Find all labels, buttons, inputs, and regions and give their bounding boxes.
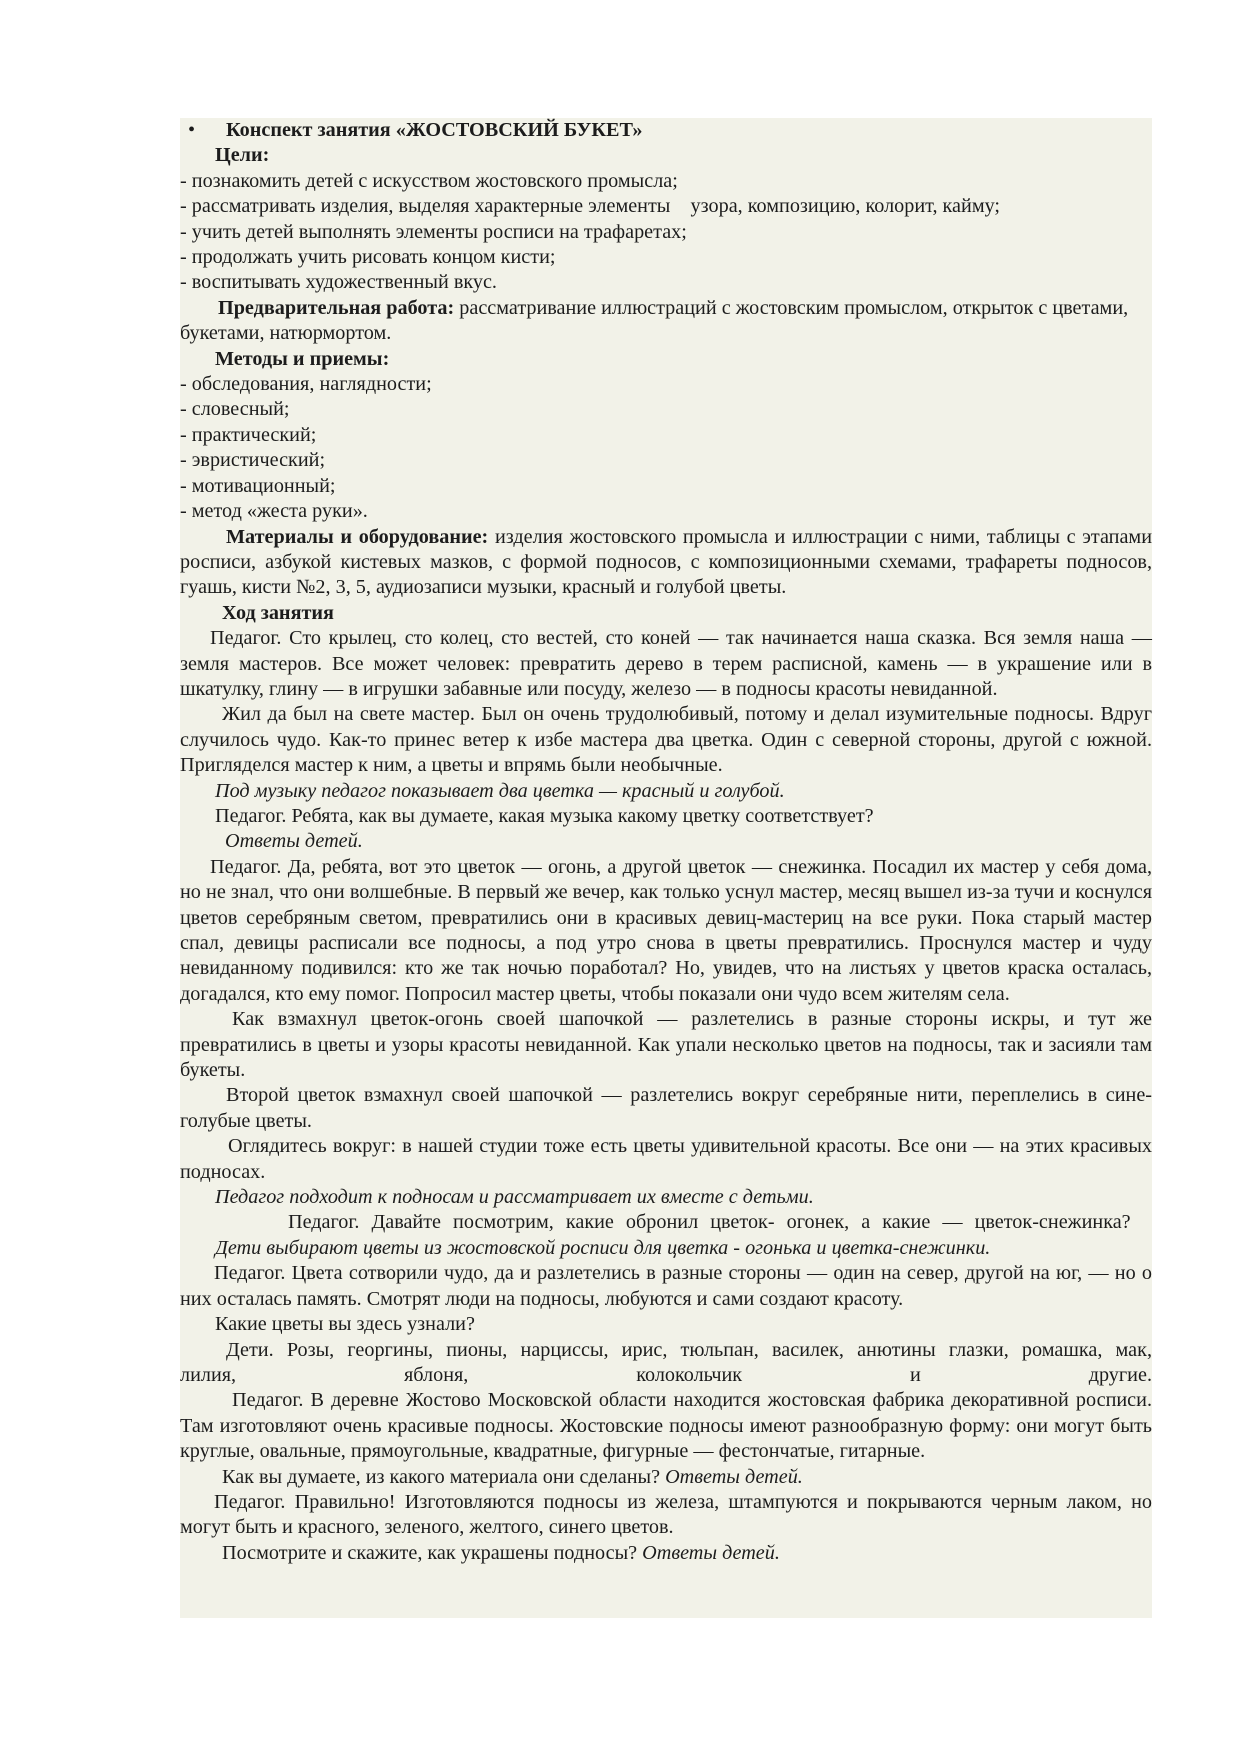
bullet-icon: • [188,119,196,141]
document-title [180,118,1152,143]
story-paragraph [180,1465,1152,1490]
prep-label: Предварительная работа: [218,296,455,319]
stage-direction: Под музыку педагог показывает два цветка — красный и голубой. [215,779,785,802]
method-item: - эвристический; [180,449,326,472]
children-answers: Ответы детей. [642,1541,780,1564]
method-item: - мотивационный; [180,474,336,497]
story-paragraph: лилия, яблоня, колокольчик и другие. [180,1363,1152,1386]
stage-direction: Педагог подходит к подносам и рассматривает их вместе с детьми. [215,1186,814,1209]
goal-item: - воспитывать художественный вкус. [180,271,497,294]
story-paragraph: Педагог. Цвета сотворили чудо, да и разлетелись в разные стороны — один на север, другой на юг, — но о них осталась память. Смотрят люди на подносы, любуются и сами создают красоту. [180,1262,1152,1310]
story-paragraph: Педагог. Ребята, как вы думаете, какая музыка какому цветку соответствует? [215,804,874,827]
story-paragraph: Педагог. Правильно! Изготовляются подносы из железа, штампуются и покрываются черным лаком, но могут быть и красного, зеленого, желтого, синего цветов. [180,1490,1152,1539]
story-paragraph: Дети. Розы, георгины, пионы, нарциссы, ирис, тюльпан, василек, анютины глазки, ромашка, мак, [226,1338,1152,1361]
children-answers: Ответы детей. [665,1465,803,1488]
story-paragraph: Оглядитесь вокруг: в нашей студии тоже есть цветы удивительной красоты. Все они — на этих красивых подносах. [180,1135,1152,1183]
story-paragraph: Педагог. Давайте посмотрим, какие обронил цветок- огонек, а какие — цветок-снежинка? [288,1211,1131,1234]
story-paragraph: Педагог. Да, ребята, вот это цветок — огонь, а другой цветок — снежинка. Посадил их мастер у себя дома, но не знал, что они волшебные. В первый же вечер, как только уснул мастер, месяц вышел из-за тучи и коснулся цветов серебряным светом, превратились они в красивых девиц-мастериц на все руки. Пока старый мастер спал, девицы расписали все подносы, а под утро снова в цветы превратились. Проснулся мастер и чуду невиданному подивился: кто же так ночью поработал? Но, увидев, что на листьях у цветов краска осталась, догадался, кто ему помог. Попросил мастер цветы, чтобы показали они чудо всем жителям села. [180,855,1152,1005]
story-paragraph: Педагог. Сто крылец, сто колец, сто вестей, сто коней — так начинается наша сказка. Вся земля наша — земля мастеров. Все может человек: превратить дерево в терем расписной, камень — в украшение или в шкатулку, глину — в игрушки забавные или посуду, железо — в подносы красоты невиданной. [180,627,1152,700]
prep-text: рассматривание иллюстраций с жостовским промыслом, открыток с цветами, букетами, натюрмортом. [180,296,1129,345]
method-item: - практический; [180,423,317,446]
question-text: Как вы думаете, из какого материала они сделаны? [222,1465,666,1488]
question-text: Посмотрите и скажите, как украшены подносы? [222,1541,643,1564]
method-item: - словесный; [180,398,290,421]
goal-item: - познакомить детей с искусством жостовского промысла; [180,169,678,192]
story-paragraph: Педагог. В деревне Жостово Московской области находится жостовская фабрика декоративной росписи. Там изготовляют очень красивые подносы. Жостовские подносы имеют разнообразную форму: они могут быть круглые, овальные, прямоугольные, квадратные, фигурные — фестончатые, гитарные. [180,1389,1152,1463]
materials-label: Материалы и оборудование: [226,525,489,548]
course-heading: Ход занятия [222,601,334,624]
materials-text: изделия жостовского промысла и иллюстрации с ними, таблицы с этапами росписи, азбукой кистевых мазков, с формой подносов, с композиционными схемами, трафареты подносов, гуашь, кисти №2, 3, 5, аудиозаписи музыки, красный и голубой цветы. [180,525,1152,599]
story-paragraph: Как взмахнул цветок-огонь своей шапочкой — разлетелись в разные стороны искры, и тут же превратились в цветы и узоры красоты невиданной. Как упали несколько цветов на подносы, так и засияли там букеты. [180,1008,1152,1082]
story-paragraph: Жил да был на свете мастер. Был он очень трудолюбивый, потому и делал изумительные подносы. Вдруг случилось чудо. Как-то принес ветер к избе мастера два цветка. Один с северной стороны, другой с южной. Пригляделся мастер к ним, а цветы и впрямь были необычные. [180,703,1152,777]
story-paragraph: Какие цветы вы здесь узнали? [215,1313,475,1336]
goal-item: - учить детей выполнять элементы росписи на трафаретах; [180,220,687,243]
method-item: - обследования, наглядности; [180,373,432,396]
stage-direction: Дети выбирают цветы из жостовской росписи для цветка - огонька и цветка-снежинки. [215,1236,991,1259]
materials-paragraph [180,525,1152,601]
children-answers: Ответы детей. [225,830,363,853]
goal-item: - продолжать учить рисовать концом кисти; [180,246,556,269]
prep-paragraph [180,296,1152,347]
story-paragraph: Второй цветок взмахнул своей шапочкой — разлетелись вокруг серебряные нити, переплелись в сине-голубые цветы. [180,1084,1152,1132]
methods-heading: Методы и приемы: [215,347,390,370]
title-text: Конспект занятия «ЖОСТОВСКИЙ БУКЕТ» [226,119,643,141]
method-item: - метод «жеста руки». [180,500,368,523]
story-paragraph [180,1541,1152,1566]
goal-item: - рассматривать изделия, выделяя характерные элементы узора, композицию, колорит, кайму; [180,195,1001,218]
document-page [180,118,1152,1618]
goals-heading: Цели: [215,144,270,167]
